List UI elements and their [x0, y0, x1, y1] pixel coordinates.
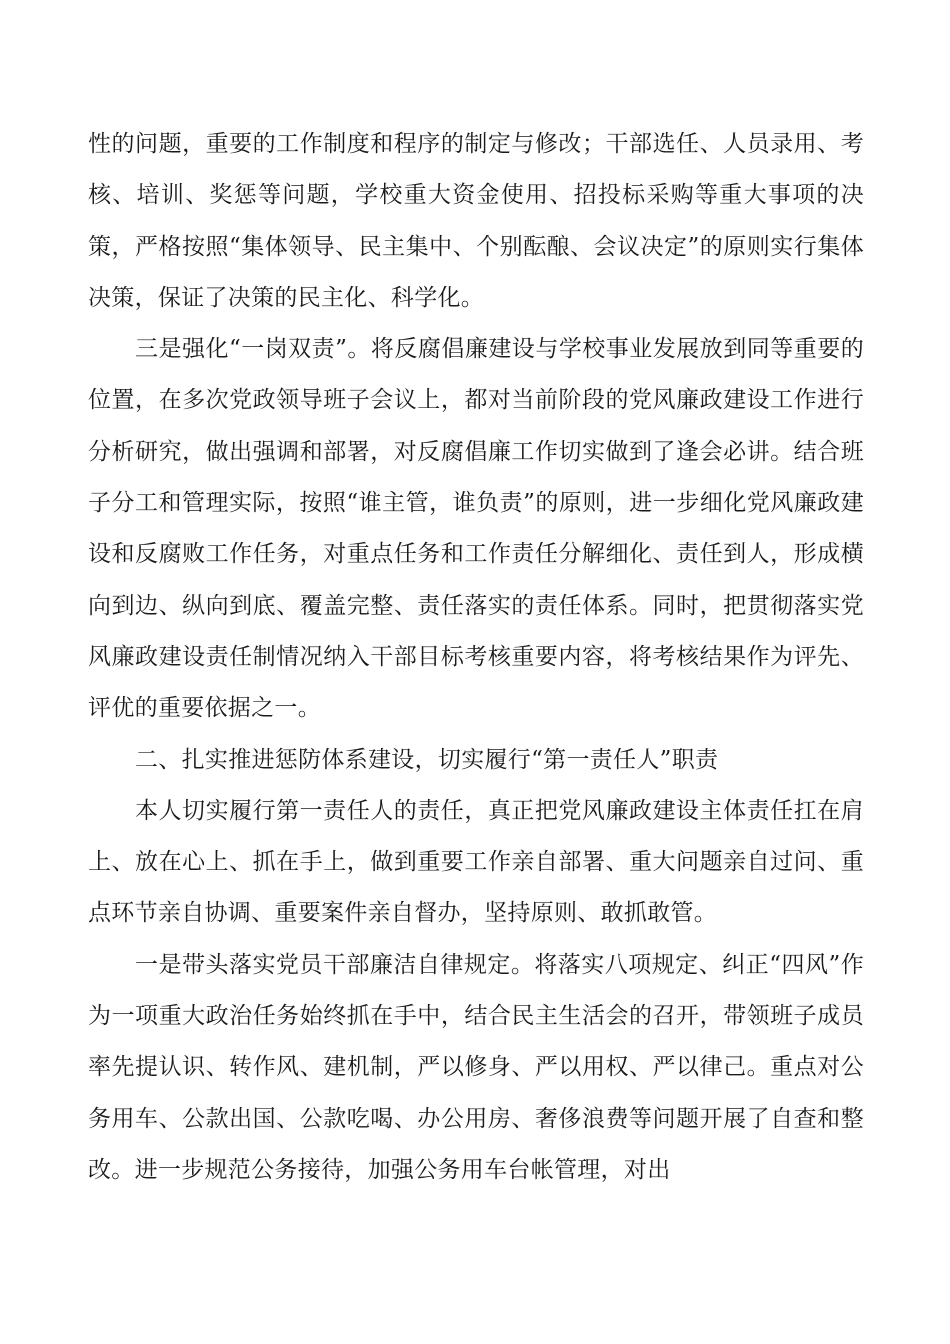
paragraph-self-discipline: 一是带头落实党员干部廉洁自律规定。将落实八项规定、纠正“四风”作为一项重大政治任务始终抓在手中，结合民主生活会的召开，带领班子成员率先提认识、转作风、建机制，严以修身、严以用权、严以律己。重点对公务用车、公款出国、公款吃喝、办公用房、奢侈浪费等问题开展了自查和整改。进一步规范公务接待，加强公务用车台帐管理，对出: [88, 951, 864, 1183]
document-body: [88, 119, 864, 1196]
paragraph-first-responsible-person: 本人切实履行第一责任人的责任，真正把党风廉政建设主体责任扛在肩上、放在心上、抓在手上，做到重要工作亲自部署、重大问题亲自过问、重点环节亲自协调、重要案件亲自督办，坚持原则、敢抓敢管。: [88, 797, 864, 927]
paragraph-continuation: 性的问题，重要的工作制度和程序的制定与修改；干部选任、人员录用、考核、培训、奖惩等问题，学校重大资金使用、招投标采购等重大事项的决策，严格按照“集体领导、民主集中、个别酝酿、会议决定”的原则实行集体决策，保证了决策的民主化、科学化。: [88, 131, 864, 311]
section-heading-two: 二、扎实推进惩防体系建设，切实履行“第一责任人”职责: [135, 746, 719, 773]
paragraph-one-post-dual-duty: 三是强化“一岗双责”。将反腐倡廉建设与学校事业发展放到同等重要的位置，在多次党政领导班子会议上，都对当前阶段的党风廉政建设工作进行分析研究，做出强调和部署，对反腐倡廉工作切实做到了逢会必讲。结合班子分工和管理实际，按照“谁主管，谁负责”的原则，进一步细化党风廉政建设和反腐败工作任务，对重点任务和工作责任分解细化、责任到人，形成横向到边、纵向到底、覆盖完整、责任落实的责任体系。同时，把贯彻落实党风廉政建设责任制情况纳入干部目标考核重要内容，将考核结果作为评先、评优的重要依据之一。: [88, 336, 864, 722]
